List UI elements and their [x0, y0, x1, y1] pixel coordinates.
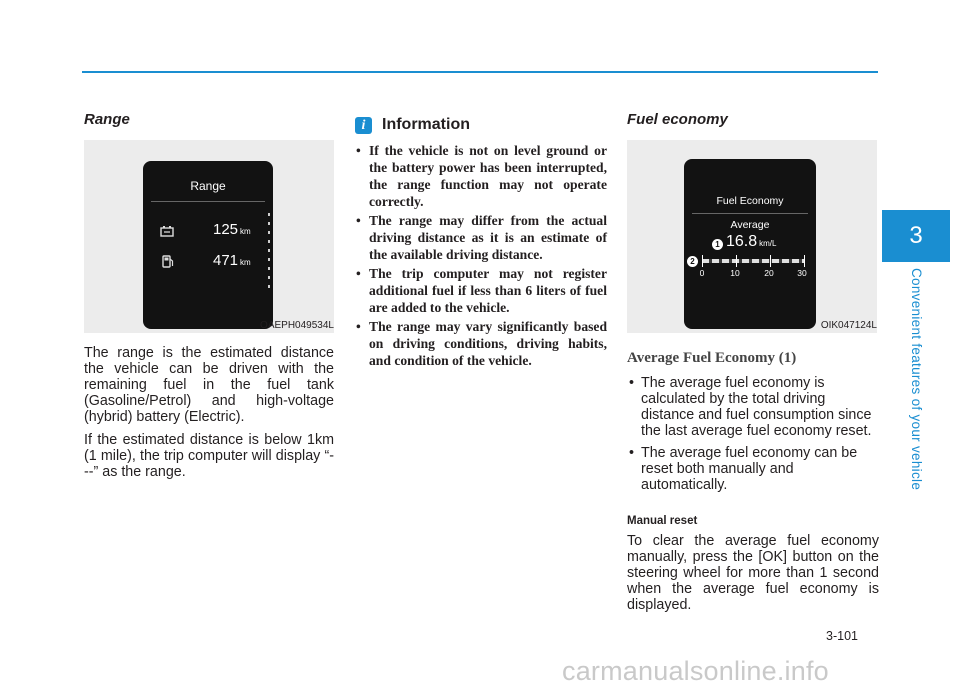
range-cluster-screen [143, 161, 273, 329]
fuel-scale-label-20: 20 [764, 268, 774, 278]
range-scale-marks [268, 213, 270, 293]
range-battery-unit: km [240, 227, 251, 236]
chapter-number: 3 [909, 222, 923, 249]
range-paragraph-1: The range is the estimated distance the vehicle can be driven with the remaining fuel in the fuel tank (Gasoline/Petrol) and high-voltage (hybrid) battery (Electric). [84, 345, 334, 425]
chapter-title: Convenient features of your vehicle [909, 268, 924, 491]
information-heading [355, 112, 607, 138]
average-value [726, 233, 776, 251]
average-fuel-economy-heading: Average Fuel Economy (1) [627, 350, 797, 366]
average-value-unit: km/L [759, 239, 777, 248]
range-fuel-value: 471 [213, 252, 239, 269]
range-row-battery [213, 221, 251, 238]
range-screen-title: Range [190, 179, 226, 193]
page-number: 3-101 [826, 629, 858, 643]
information-list [355, 142, 607, 369]
information-column [355, 112, 607, 371]
range-row-fuel [213, 252, 251, 269]
list-item: • The average fuel economy can be reset both manually and automatically. [627, 445, 879, 493]
fuel-scale-label-0: 0 [699, 268, 705, 278]
fuel-screen-subtitle: Average [730, 219, 770, 231]
fuel-scale-tick [702, 255, 703, 267]
range-figure [84, 140, 334, 333]
fuel-scale-tick [804, 255, 805, 267]
fuel-economy-title: Fuel economy [627, 111, 728, 128]
fuel-economy-figure [627, 140, 877, 333]
information-item: • The range may vary significantly based on driving conditions, driving habits, and condition of the vehicle. [355, 318, 607, 369]
fuel-scale-label-10: 10 [730, 268, 740, 278]
range-figure-code: OAEPH049534L [260, 320, 334, 331]
watermark: carmanualsonline.info [562, 656, 829, 686]
information-item: • The range may differ from the actual driving distance as it is an estimate of the available driving distance. [355, 212, 607, 263]
range-column [84, 108, 334, 480]
fuel-screen-title: Fuel Economy [716, 195, 784, 207]
average-value-number: 16.8 [726, 233, 758, 250]
information-item: • If the vehicle is not on level ground or the battery power has been interrupted, the range function may not operate correctly. [355, 142, 607, 210]
callout-1: 1 [712, 239, 723, 250]
manual-reset-text: To clear the average fuel economy manually, press the [OK] button on the steering wheel for more than 1 second when the average fuel economy is displayed. [627, 533, 879, 613]
range-battery-value: 125 [213, 221, 239, 238]
header-rule [82, 71, 878, 73]
fuel-pump-icon [162, 255, 174, 268]
battery-icon [160, 225, 174, 237]
range-fuel-unit: km [240, 258, 251, 267]
manual-reset-heading: Manual reset [627, 515, 698, 527]
fuel-scale-label-30: 30 [797, 268, 807, 278]
fuel-figure-code: OIK047124L [820, 320, 877, 331]
fuel-screen-divider [692, 213, 808, 214]
fuel-scale-bar [702, 259, 805, 263]
fuel-scale-tick [770, 255, 771, 267]
info-icon: i [355, 117, 372, 134]
range-screen-divider [151, 201, 265, 202]
fuel-cluster-screen [684, 159, 816, 329]
information-item: • The trip computer may not register additional fuel if less than 6 liters of fuel are added to the vehicle. [355, 265, 607, 316]
information-title: Information [382, 116, 470, 133]
callout-2: 2 [687, 256, 698, 267]
range-title: Range [84, 111, 130, 128]
range-paragraph-2: If the estimated distance is below 1km (1 mile), the trip computer will display “---” as the range. [84, 432, 334, 480]
list-item: • The average fuel economy is calculated by the total driving distance and fuel consumption since the last average fuel economy reset. [627, 375, 879, 439]
chapter-tab [882, 210, 950, 262]
average-fuel-economy-list [627, 375, 879, 493]
fuel-economy-column [627, 108, 879, 613]
fuel-scale-tick [736, 255, 737, 267]
fuel-scale-fill [702, 259, 805, 263]
